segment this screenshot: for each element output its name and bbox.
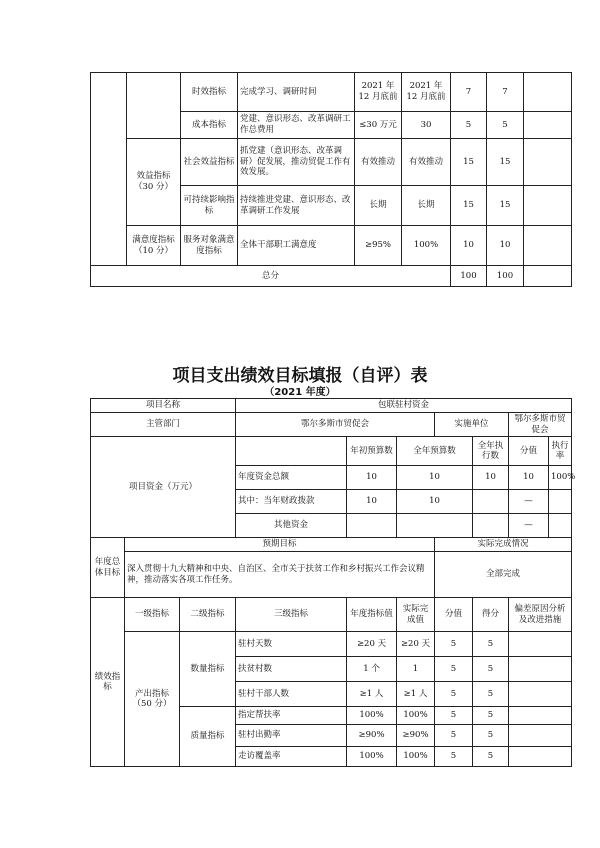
performance-form-table <box>90 398 576 767</box>
perf-target-cell: 100% <box>347 707 397 725</box>
fund-header-weight: 分值 <box>509 437 549 466</box>
target-cell: 2021 年 12 月底前 <box>355 73 402 112</box>
perf-header-actual: 实际完成值 <box>397 598 435 632</box>
fund-row-label: 其他资金 <box>236 514 347 538</box>
level2-cell <box>127 73 181 139</box>
weight-cell: 5 <box>451 112 487 139</box>
level3-cell: 可持续影响指标 <box>181 186 238 226</box>
table-row <box>91 73 572 112</box>
fund-exec <box>473 490 509 514</box>
fund-budget-full: 10 <box>397 466 473 490</box>
fund-header-rate: 执行率 <box>549 437 572 466</box>
level3-cell: 时效指标 <box>181 73 238 112</box>
fund-budget-full <box>397 514 473 538</box>
score-cell: 15 <box>487 139 524 186</box>
fund-budget-init: 10 <box>347 490 397 514</box>
level3-cell: 社会效益指标 <box>181 139 238 186</box>
target-cell: 有效推动 <box>355 139 402 186</box>
perf-reason-cell <box>509 682 572 707</box>
goal-actual-text: 全部完成 <box>435 552 572 598</box>
goal-expected-header: 预期目标 <box>125 538 435 552</box>
fund-label: 项目资金（万元） <box>91 437 236 538</box>
page-title: 项目支出绩效目标填报（自评）表 <box>172 366 428 386</box>
perf-target-cell: 1 个 <box>347 657 397 682</box>
weight-cell: 10 <box>451 226 487 266</box>
weight-cell: 15 <box>451 139 487 186</box>
perf-actual-cell: ≥20 天 <box>397 632 435 657</box>
target-cell: ≤30 万元 <box>355 112 402 139</box>
perf-score-cell: 5 <box>473 657 509 682</box>
remark-cell <box>524 73 572 112</box>
level3-cell: 成本指标 <box>181 112 238 139</box>
dept-value: 鄂尔多斯市贸促会 <box>236 413 435 437</box>
actual-cell: 有效推动 <box>402 139 451 186</box>
goal-actual-header: 实际完成情况 <box>435 538 572 552</box>
perf-score-cell: 5 <box>473 682 509 707</box>
score-cell: 5 <box>487 112 524 139</box>
perf-header-weight: 分值 <box>435 598 473 632</box>
table-row <box>91 139 572 186</box>
fund-row-label: 其中：当年财政拨款 <box>236 490 347 514</box>
indicator-cell: 党建、意识形态、改革调研工作总费用 <box>238 112 355 139</box>
perf-weight-cell: 5 <box>435 725 473 747</box>
indicator-cell: 抓党建（意识形态、改革调研）促发展，推动贸促工作有效发展。 <box>238 139 355 186</box>
perf-actual-cell: ≥1 人 <box>397 682 435 707</box>
perf-score-cell: 5 <box>473 725 509 747</box>
indicator-cell: 持续推进党建、意识形态、改革调研工作发展 <box>238 186 355 226</box>
perf-weight-cell: 5 <box>435 707 473 725</box>
perf-l2-cell: 质量指标 <box>180 707 236 767</box>
perf-header-reason: 偏差原因分析及改进措施 <box>509 598 572 632</box>
fund-weight: — <box>509 490 549 514</box>
fund-rate <box>549 490 572 514</box>
remark-cell <box>524 139 572 186</box>
perf-header-target: 年度指标值 <box>347 598 397 632</box>
fund-header-budget-init: 年初预算数 <box>347 437 397 466</box>
target-cell: 长期 <box>355 186 402 226</box>
perf-header-l1: 一级指标 <box>125 598 180 632</box>
table-row <box>91 598 572 632</box>
perf-l3-cell: 驻村天数 <box>236 632 347 657</box>
actual-cell: 30 <box>402 112 451 139</box>
fund-budget-full: 10 <box>397 490 473 514</box>
score-cell: 10 <box>487 226 524 266</box>
table-row <box>91 399 572 413</box>
perf-actual-cell: 100% <box>397 707 435 725</box>
perf-actual-cell: 1 <box>397 657 435 682</box>
target-cell: ≥95% <box>355 226 402 266</box>
perf-reason-cell <box>509 657 572 682</box>
fund-exec: 10 <box>473 466 509 490</box>
perf-actual-cell: 100% <box>397 747 435 767</box>
fund-exec <box>473 514 509 538</box>
perf-target-cell: ≥1 人 <box>347 682 397 707</box>
table-row <box>91 538 572 552</box>
perf-l3-cell: 走访覆盖率 <box>236 747 347 767</box>
remark-cell <box>524 112 572 139</box>
perf-score-cell: 5 <box>473 632 509 657</box>
perf-score-cell: 5 <box>473 747 509 767</box>
weight-cell: 7 <box>451 73 487 112</box>
goal-label: 年度总体目标 <box>91 538 125 598</box>
perf-l3-cell: 指定帮扶率 <box>236 707 347 725</box>
perf-label: 绩效指标 <box>91 598 125 767</box>
fund-budget-init <box>347 514 397 538</box>
total-row <box>91 266 572 287</box>
perf-reason-cell <box>509 725 572 747</box>
perf-weight-cell: 5 <box>435 682 473 707</box>
perf-weight-cell: 5 <box>435 657 473 682</box>
actual-cell: 100% <box>402 226 451 266</box>
table-row <box>91 437 572 466</box>
perf-l3-cell: 驻村出勤率 <box>236 725 347 747</box>
level3-cell: 服务对象满意度指标 <box>181 226 238 266</box>
indicator-cell: 全体干部职工满意度 <box>238 226 355 266</box>
impl-value: 鄂尔多斯市贸促会 <box>509 413 572 437</box>
page-subtitle: （2021 年度） <box>264 387 336 398</box>
perf-target-cell: ≥20 天 <box>347 632 397 657</box>
impl-label: 实施单位 <box>435 413 509 437</box>
top-indicator-table <box>90 72 572 287</box>
fund-row-label: 年度资金总额 <box>236 466 347 490</box>
perf-header-score: 得分 <box>473 598 509 632</box>
project-name-label: 项目名称 <box>91 399 236 413</box>
actual-cell: 2021 年 12 月底前 <box>402 73 451 112</box>
perf-l3-cell: 驻村干部人数 <box>236 682 347 707</box>
dept-label: 主管部门 <box>91 413 236 437</box>
perf-l1-cell: 产出指标（50 分） <box>125 632 180 767</box>
table-row <box>91 552 572 598</box>
fund-weight: — <box>509 514 549 538</box>
total-score: 100 <box>487 266 524 287</box>
fund-rate <box>549 514 572 538</box>
fund-header-budget-full: 全年预算数 <box>397 437 473 466</box>
indicator-cell: 完成学习、调研时间 <box>238 73 355 112</box>
remark-cell <box>524 186 572 226</box>
perf-reason-cell <box>509 632 572 657</box>
fund-weight: 10 <box>509 466 549 490</box>
score-cell: 7 <box>487 73 524 112</box>
table-row <box>91 413 572 437</box>
actual-cell: 长期 <box>402 186 451 226</box>
remark-cell <box>524 226 572 266</box>
fund-blank-header <box>236 437 347 466</box>
perf-l2-cell: 数量指标 <box>180 632 236 707</box>
perf-reason-cell <box>509 747 572 767</box>
level1-cell <box>91 73 127 266</box>
level2-cell: 满意度指标（10 分） <box>127 226 181 266</box>
weight-cell: 15 <box>451 186 487 226</box>
perf-header-l3: 三级指标 <box>236 598 347 632</box>
level2-cell: 效益指标（30 分） <box>127 139 181 226</box>
perf-score-cell: 5 <box>473 707 509 725</box>
total-remark <box>524 266 572 287</box>
perf-target-cell: ≥90% <box>347 725 397 747</box>
table-row <box>91 226 572 266</box>
perf-weight-cell: 5 <box>435 632 473 657</box>
perf-actual-cell: ≥90% <box>397 725 435 747</box>
fund-budget-init: 10 <box>347 466 397 490</box>
perf-reason-cell <box>509 707 572 725</box>
perf-header-l2: 二级指标 <box>180 598 236 632</box>
project-name-value: 包联驻村资金 <box>236 399 572 413</box>
fund-rate: 100% <box>549 466 572 490</box>
goal-expected-text: 深入贯彻十九大精神和中央、自治区、全市关于扶贫工作和乡村振兴工作会议精神，推动落实各项工作任务。 <box>125 552 435 598</box>
score-cell: 15 <box>487 186 524 226</box>
total-weight: 100 <box>451 266 487 287</box>
fund-header-exec: 全年执行数 <box>473 437 509 466</box>
perf-target-cell: 100% <box>347 747 397 767</box>
perf-l3-cell: 扶贫村数 <box>236 657 347 682</box>
total-label: 总分 <box>91 266 451 287</box>
perf-weight-cell: 5 <box>435 747 473 767</box>
table-row <box>91 632 572 657</box>
